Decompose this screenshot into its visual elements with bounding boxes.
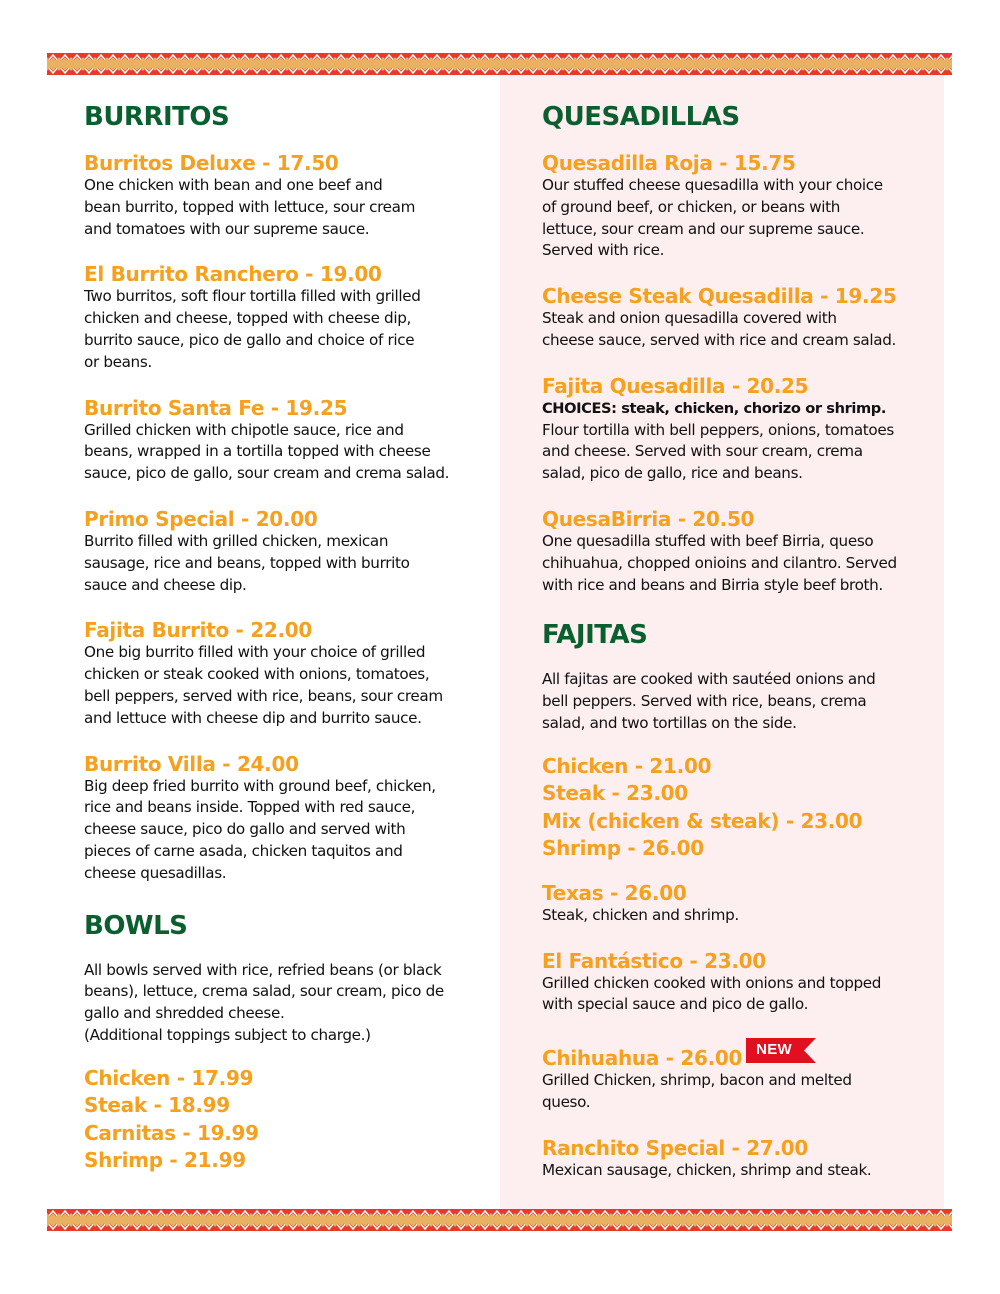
- desc-line: sausage, rice and beans, topped with burrito: [84, 553, 410, 572]
- desc-line: with special sauce and pico de gallo.: [542, 995, 809, 1014]
- fajitas-price-list: [542, 753, 937, 863]
- item-description: [84, 175, 484, 240]
- item-choices: CHOICES: steak, chicken, chorizo or shrimp.: [542, 399, 886, 417]
- item-title: Burritos Deluxe - 17.50: [84, 151, 339, 175]
- price-chicken-fajita: Chicken - 21.00: [542, 753, 712, 778]
- item-description: [542, 420, 937, 485]
- item-description: [84, 420, 484, 485]
- item-title: Ranchito Special - 27.00: [542, 1135, 808, 1160]
- menu-item-burrito-santa-fe: [84, 396, 484, 485]
- item-description: [542, 973, 937, 1017]
- desc-line: Our stuffed cheese quesadilla with your choice: [542, 176, 883, 194]
- item-description: [542, 1160, 937, 1182]
- desc-line: One quesadilla stuffed with beef Birria, queso: [542, 531, 874, 550]
- desc-line: with rice and beans and Birria style beef broth.: [542, 575, 883, 594]
- desc-line: Big deep fried burrito with ground beef, chicken,: [84, 776, 436, 795]
- menu-item-fajita-quesadilla: [542, 374, 937, 485]
- desc-line: rice and beans inside. Topped with red sauce,: [84, 798, 416, 817]
- item-description: [542, 175, 937, 262]
- item-title-row: [542, 1038, 937, 1070]
- section-title-bowls: BOWLS: [84, 910, 188, 941]
- desc-line: (Additional toppings subject to charge.): [84, 1025, 371, 1044]
- item-title: Cheese Steak Quesadilla - 19.25: [542, 284, 897, 309]
- desc-line: beans), lettuce, crema salad, sour cream, pico de: [84, 982, 444, 1001]
- desc-line: chihuahua, chopped onioins and cilantro. Served: [542, 553, 897, 572]
- right-column: [542, 98, 937, 1182]
- price-chicken-bowl: Chicken - 17.99: [84, 1065, 254, 1090]
- desc-line: cheese sauce, served with rice and cream salad.: [542, 330, 896, 349]
- menu-item-chihuahua: [542, 1038, 937, 1114]
- desc-line: Served with rice.: [542, 241, 665, 260]
- menu-item-cheese-steak-quesadilla: [542, 284, 937, 352]
- desc-line: and lettuce with cheese dip and burrito sauce.: [84, 708, 422, 727]
- desc-line: Burrito filled with grilled chicken, mexican: [84, 531, 389, 550]
- desc-line: salad, and two tortillas on the side.: [542, 713, 797, 732]
- section-title-burritos: BURRITOS: [84, 102, 230, 132]
- price-shrimp-bowl: Shrimp - 21.99: [84, 1148, 246, 1173]
- item-title: Chihuahua - 26.00: [542, 1046, 743, 1071]
- new-badge-label: NEW: [756, 1041, 793, 1059]
- desc-line: All fajitas are cooked with sautéed onions and: [542, 670, 876, 689]
- menu-item-burrito-villa: [84, 752, 484, 885]
- item-description: [542, 531, 937, 596]
- desc-line: All bowls served with rice, refried beans (or black: [84, 960, 442, 979]
- desc-line: bean burrito, topped with lettuce, sour cream: [84, 197, 416, 216]
- desc-line: One big burrito filled with your choice of grilled: [84, 643, 426, 662]
- menu-item-quesadilla-roja: [542, 151, 937, 262]
- top-zigzag-border-icon: [47, 53, 952, 75]
- section-title-quesadillas: QUESADILLAS: [542, 102, 740, 132]
- desc-line: or beans.: [84, 352, 152, 371]
- desc-line: salad, pico de gallo, rice and beans.: [542, 464, 803, 483]
- price-mix-fajita: Mix (chicken & steak) - 23.00: [542, 808, 863, 833]
- desc-line: and cheese. Served with sour cream, crema: [542, 442, 863, 461]
- price-steak-bowl: Steak - 18.99: [84, 1093, 230, 1118]
- item-description: [542, 1070, 937, 1114]
- menu-item-fajita-burrito: [84, 618, 484, 729]
- section-title-fajitas: FAJITAS: [542, 620, 648, 651]
- desc-line: Flour tortilla with bell peppers, onions, tomatoes: [542, 420, 894, 439]
- desc-line: queso.: [542, 1092, 591, 1111]
- desc-line: cheese sauce, pico do gallo and served with: [84, 820, 406, 839]
- desc-line: sauce and cheese dip.: [84, 575, 247, 594]
- desc-line: lettuce, sour cream and our supreme sauce.: [542, 219, 865, 238]
- desc-line: Two burritos, soft flour tortilla filled with grilled: [84, 287, 421, 306]
- desc-line: Mexican sausage, chicken, shrimp and steak.: [542, 1160, 872, 1179]
- item-title: Fajita Quesadilla - 20.25: [542, 373, 809, 398]
- bottom-zigzag-border-icon: [47, 1209, 952, 1231]
- menu-item-burritos-deluxe: [84, 151, 484, 240]
- bowls-intro: [84, 960, 484, 1047]
- desc-line: chicken and cheese, topped with cheese dip,: [84, 309, 411, 328]
- item-description: [84, 286, 484, 373]
- bowls-price-list: [84, 1065, 484, 1175]
- desc-line: chicken or steak cooked with onions, tomatoes,: [84, 665, 430, 684]
- menu-item-primo-special: [84, 507, 484, 596]
- price-steak-fajita: Steak - 23.00: [542, 781, 688, 806]
- item-description: [542, 905, 937, 927]
- desc-line: Grilled chicken cooked with onions and topped: [542, 973, 882, 992]
- fajitas-intro: [542, 669, 937, 734]
- desc-line: cheese quesadillas.: [84, 863, 227, 882]
- item-title: Burrito Santa Fe - 19.25: [84, 395, 348, 420]
- item-title: El Fantástico - 23.00: [542, 948, 766, 973]
- desc-line: Steak and onion quesadilla covered with: [542, 309, 837, 328]
- menu-item-el-fantastico: [542, 949, 937, 1017]
- item-description: [84, 776, 484, 885]
- item-title: Fajita Burrito - 22.00: [84, 618, 312, 643]
- item-description: [542, 308, 937, 352]
- desc-line: and tomatoes with our supreme sauce.: [84, 219, 370, 238]
- item-description: [84, 531, 484, 596]
- menu-item-ranchito-special: [542, 1136, 937, 1182]
- left-column: [84, 98, 484, 1175]
- item-title: Primo Special - 20.00: [84, 506, 318, 531]
- desc-line: gallo and shredded cheese.: [84, 1004, 285, 1023]
- desc-line: sauce, pico de gallo, sour cream and crema salad.: [84, 464, 450, 483]
- menu-item-texas: [542, 881, 937, 927]
- desc-line: burrito sauce, pico de gallo and choice of rice: [84, 330, 415, 349]
- item-title: Quesadilla Roja - 15.75: [542, 151, 796, 175]
- menu-item-quesabirria: [542, 507, 937, 596]
- desc-line: One chicken with bean and one beef and: [84, 176, 383, 194]
- menu-item-el-burrito-ranchero: [84, 262, 484, 373]
- item-title: Burrito Villa - 24.00: [84, 751, 299, 776]
- desc-line: pieces of carne asada, chicken taquitos and: [84, 841, 403, 860]
- price-shrimp-fajita: Shrimp - 26.00: [542, 836, 704, 861]
- new-badge: [746, 1038, 816, 1063]
- item-description: [84, 642, 484, 729]
- item-title: QuesaBirria - 20.50: [542, 506, 755, 531]
- desc-line: beans, wrapped in a tortilla topped with cheese: [84, 442, 431, 461]
- item-title: Texas - 26.00: [542, 880, 687, 905]
- desc-line: Steak, chicken and shrimp.: [542, 905, 739, 924]
- price-carnitas-bowl: Carnitas - 19.99: [84, 1120, 259, 1145]
- desc-line: Grilled chicken with chipotle sauce, rice and: [84, 420, 404, 439]
- desc-line: bell peppers. Served with rice, beans, crema: [542, 692, 867, 711]
- desc-line: bell peppers, served with rice, beans, sour cream: [84, 686, 443, 705]
- desc-line: of ground beef, or chicken, or beans with: [542, 197, 841, 216]
- desc-line: Grilled Chicken, shrimp, bacon and melted: [542, 1071, 852, 1090]
- item-title: El Burrito Ranchero - 19.00: [84, 262, 382, 287]
